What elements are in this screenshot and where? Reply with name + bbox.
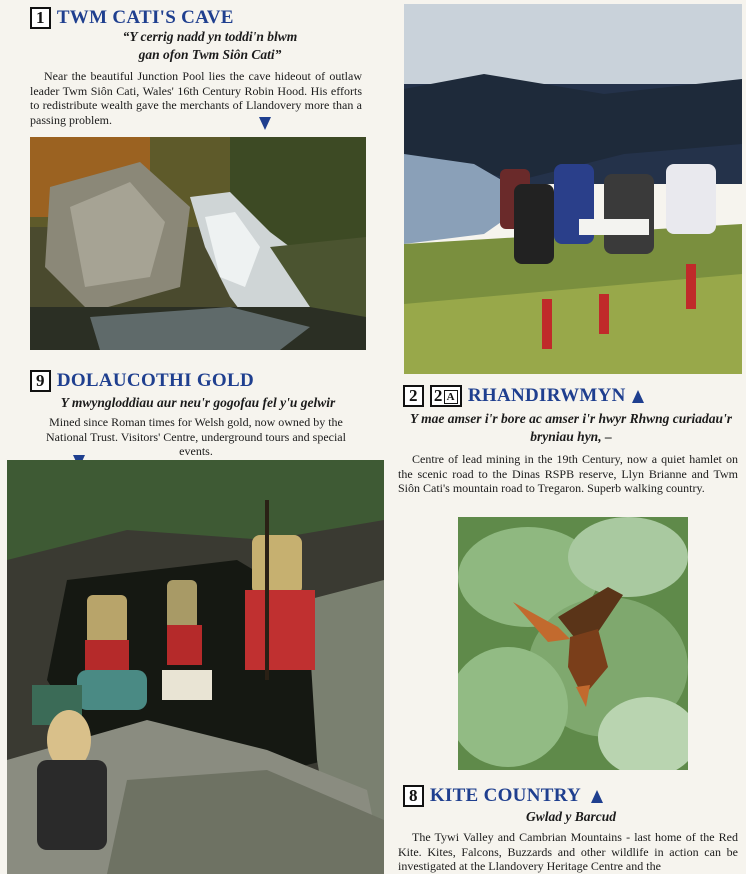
- map-number-badge: 2: [403, 385, 424, 407]
- hikers-photo: [404, 4, 742, 374]
- map-number-badge: 9: [30, 370, 51, 392]
- rhandirmwyn-heading: [403, 385, 644, 407]
- waterfall-photo: [30, 137, 366, 350]
- section-title: TWM CATI'S CAVE: [56, 7, 234, 28]
- red-kite-photo: [458, 517, 688, 770]
- badge-number: 2: [433, 386, 443, 405]
- map-number-badge: 8: [403, 785, 424, 807]
- rhandirmwyn-welsh: Y mae amser i'r bore ac amser i'r hwyr Rhwng curiadau'r bryniau hyn, –: [409, 411, 733, 444]
- dolaucothi-body: Mined since Roman times for Welsh gold, now owned by the National Trust. Visitors' Centre, underground tours and special events.: [46, 415, 346, 458]
- twm-body: Near the beautiful Junction Pool lies the cave hideout of outlaw leader Twm Siôn Cati, Wales' 16th Century Robin Hood. His efforts to redistribute wealth gave the merchants of Llandovery more than a passing problem.: [30, 69, 362, 127]
- kite-heading: [403, 785, 603, 807]
- rhandirmwyn-body: Centre of lead mining in the 19th Century, now a quiet hamlet on the scenic road to the Dinas RSPB reserve, Llyn Brianne and Twm Siôn Cati's mountain road to Tregaron. Superb walking country.: [398, 452, 738, 495]
- section-title: DOLAUCOTHI GOLD: [56, 370, 254, 391]
- section-title: KITE COUNTRY: [429, 785, 582, 806]
- map-pointer-icon: [632, 390, 644, 403]
- map-number-badge: 1: [30, 7, 51, 29]
- dolaucothi-heading: [30, 370, 254, 392]
- kite-body: The Tywi Valley and Cambrian Mountains - last home of the Red Kite. Kites, Falcons, Buzzards and other wildlife in action can be investigated at the Llandovery Heritage Centre and the: [398, 830, 738, 873]
- twm-welsh-quote: [60, 28, 360, 64]
- welsh-line: “Y cerrig nadd yn toddi'n blwm: [122, 29, 298, 44]
- map-number-badge-2a: [430, 385, 462, 407]
- badge-sub-letter: A: [444, 390, 458, 404]
- map-pointer-icon: [259, 117, 271, 130]
- welsh-line: gan ofon Twm Siôn Cati”: [138, 47, 282, 62]
- twm-heading: [30, 7, 234, 29]
- kite-welsh: Gwlad y Barcud: [525, 809, 616, 824]
- map-pointer-icon: [591, 790, 603, 803]
- dolaucothi-welsh: Y mwyngloddiau aur neu'r gogofau fel y'u gelwir: [60, 395, 336, 410]
- section-title: RHANDIRWMYN: [467, 385, 626, 406]
- roman-cave-photo: [7, 460, 384, 874]
